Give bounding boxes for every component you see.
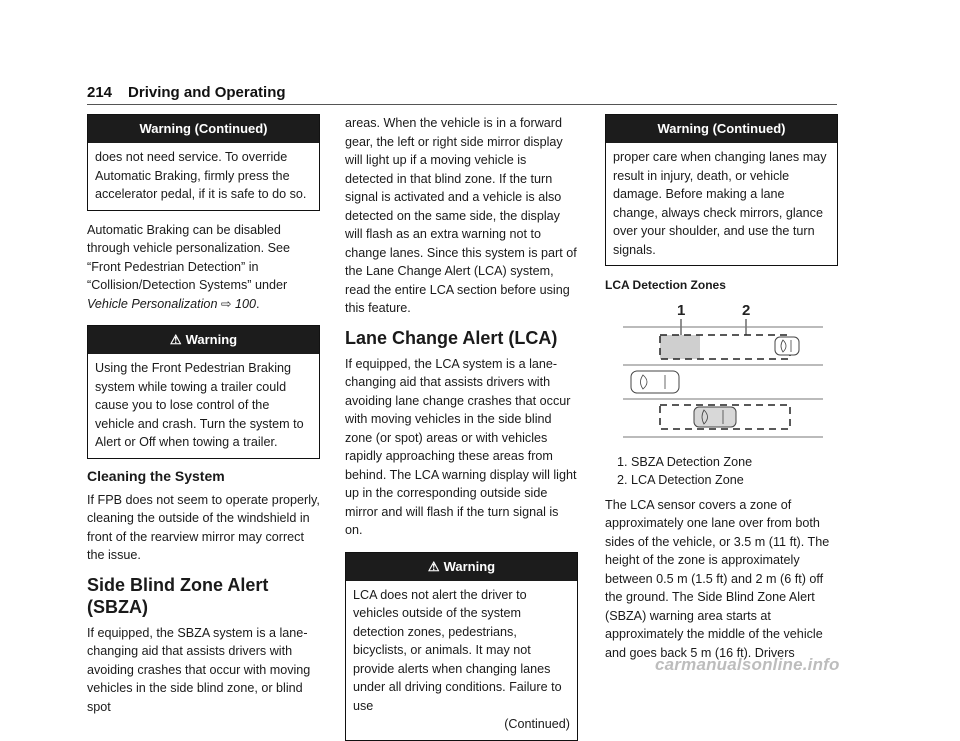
column-2 <box>345 114 578 741</box>
host-vehicle <box>631 371 679 393</box>
sensor-paragraph: The LCA sensor covers a zone of approximately one lane over from both sides of the vehicle, or 3.5 m (11 ft). The height of the zone is approximately between 0.5 m (1.5 ft) and 2 m (6 ft) off the ground. The Side Blind Zone Alert (SBZA) warning area starts at approximately the middle of the vehicle and goes back 5 m (16 ft). Drivers <box>605 497 830 660</box>
zone-legend-item: 2. LCA Detection Zone <box>617 473 744 487</box>
vehicle-personalization-link[interactable]: Vehicle Personalization <box>87 296 218 311</box>
callout-1: 1 <box>677 301 686 319</box>
warning-continued-text-2: proper care when changing lanes may result in injury, death, or vehicle damage. Before making a lane change, always check mirrors, glance over your shoulder, and use the turn signals. <box>613 150 827 257</box>
cleaning-heading: Cleaning the System <box>87 467 225 484</box>
sbza-continued-paragraph: areas. When the vehicle is in a forward gear, the left or right side mirror display will light up if a moving vehicle is detected in that blind zone. If the turn signal is activated and a vehicle is also detected on the same side, the display will flash as an extra warning not to change lanes. Since this system is part of the Lane Change Alert (LCA) system, read the entire LCA section before using this feature. <box>345 116 577 315</box>
warning-continued-title-2: Warning (Continued) <box>606 115 837 143</box>
warning-continued-title: Warning (Continued) <box>88 115 319 143</box>
warning-triangle-icon: ⚠ <box>169 332 182 347</box>
sbza-zone-top <box>660 335 700 359</box>
watermark: carmanualsonline.info <box>655 655 840 674</box>
lca-heading: Lane Change Alert (LCA) <box>345 327 558 348</box>
callout-2: 2 <box>742 301 751 319</box>
car-top-lane <box>775 337 799 355</box>
warning-continued-box <box>87 114 320 211</box>
lca-paragraph: If equipped, the LCA system is a lane-changing aid that assists drivers with avoiding lane change crashes that occur with moving vehicles in the side blind zone (or spot) areas or with vehicles rapidly approaching these areas from behind. The LCA warning display will light up in the corresponding outside side mirror and will flash if the turn signal is on. <box>345 356 577 537</box>
header-rule <box>87 104 837 105</box>
sbza-paragraph: If equipped, the SBZA system is a lane-changing aid that assists drivers with avoiding crashes that occur with moving vehicles in the side blind zone, or blind spot <box>87 625 311 714</box>
warning-lca-box <box>345 552 578 741</box>
zones-diagram <box>605 299 838 449</box>
warning-continued-box-2 <box>605 114 838 266</box>
warning-towing-box <box>87 325 320 459</box>
disable-braking-text: Automatic Braking can be disabled through vehicle personalization. See “Front Pedestrian Detection” in “Collision/Detection Systems” under <box>87 222 291 292</box>
sentence-end: . <box>256 296 260 311</box>
warning-triangle-icon: ⚠ <box>427 558 440 574</box>
continued-label: (Continued) <box>504 717 570 731</box>
column-1 <box>87 114 320 716</box>
sbza-heading: Side Blind Zone Alert (SBZA) <box>87 574 269 617</box>
figure-title: LCA Detection Zones <box>605 278 726 292</box>
warning-lca-text: LCA does not alert the driver to vehicles outside of the system detection zones, pedestrians, bicyclists, or animals. It may not provide alerts when changing lanes under all driving conditions. Failure to use <box>353 587 562 713</box>
warning-towing-text: Using the Front Pedestrian Braking system while towing a trailer could cause you to lose control of the vehicle and crash. Turn the system to Alert or Off when towing a trailer. <box>95 361 304 449</box>
page-header <box>87 84 286 104</box>
column-3 <box>605 114 838 662</box>
disable-braking-paragraph <box>87 221 320 314</box>
section-title: Driving and Operating <box>128 84 286 101</box>
warning-lca-title: Warning <box>443 558 496 574</box>
warning-towing-title: Warning <box>185 332 238 347</box>
warning-lca-header <box>346 553 577 581</box>
car-bottom-lane <box>694 407 736 427</box>
page-number: 214 <box>87 84 113 101</box>
zone-legend-item: 1. SBZA Detection Zone <box>617 454 753 469</box>
cleaning-paragraph: If FPB does not seem to operate properly, cleaning the outside of the windshield in front of the rearview mirror may correct the issue. <box>87 492 320 562</box>
warning-continued-text: does not need service. To override Automatic Braking, firmly press the accelerator pedal, if it is safe to do so. <box>95 150 307 201</box>
warning-towing-header <box>88 326 319 354</box>
page-ref-arrow-icon: ⇨ <box>220 296 232 311</box>
page-ref-number[interactable]: 100 <box>235 296 257 311</box>
lca-detection-zones-figure <box>605 299 838 459</box>
